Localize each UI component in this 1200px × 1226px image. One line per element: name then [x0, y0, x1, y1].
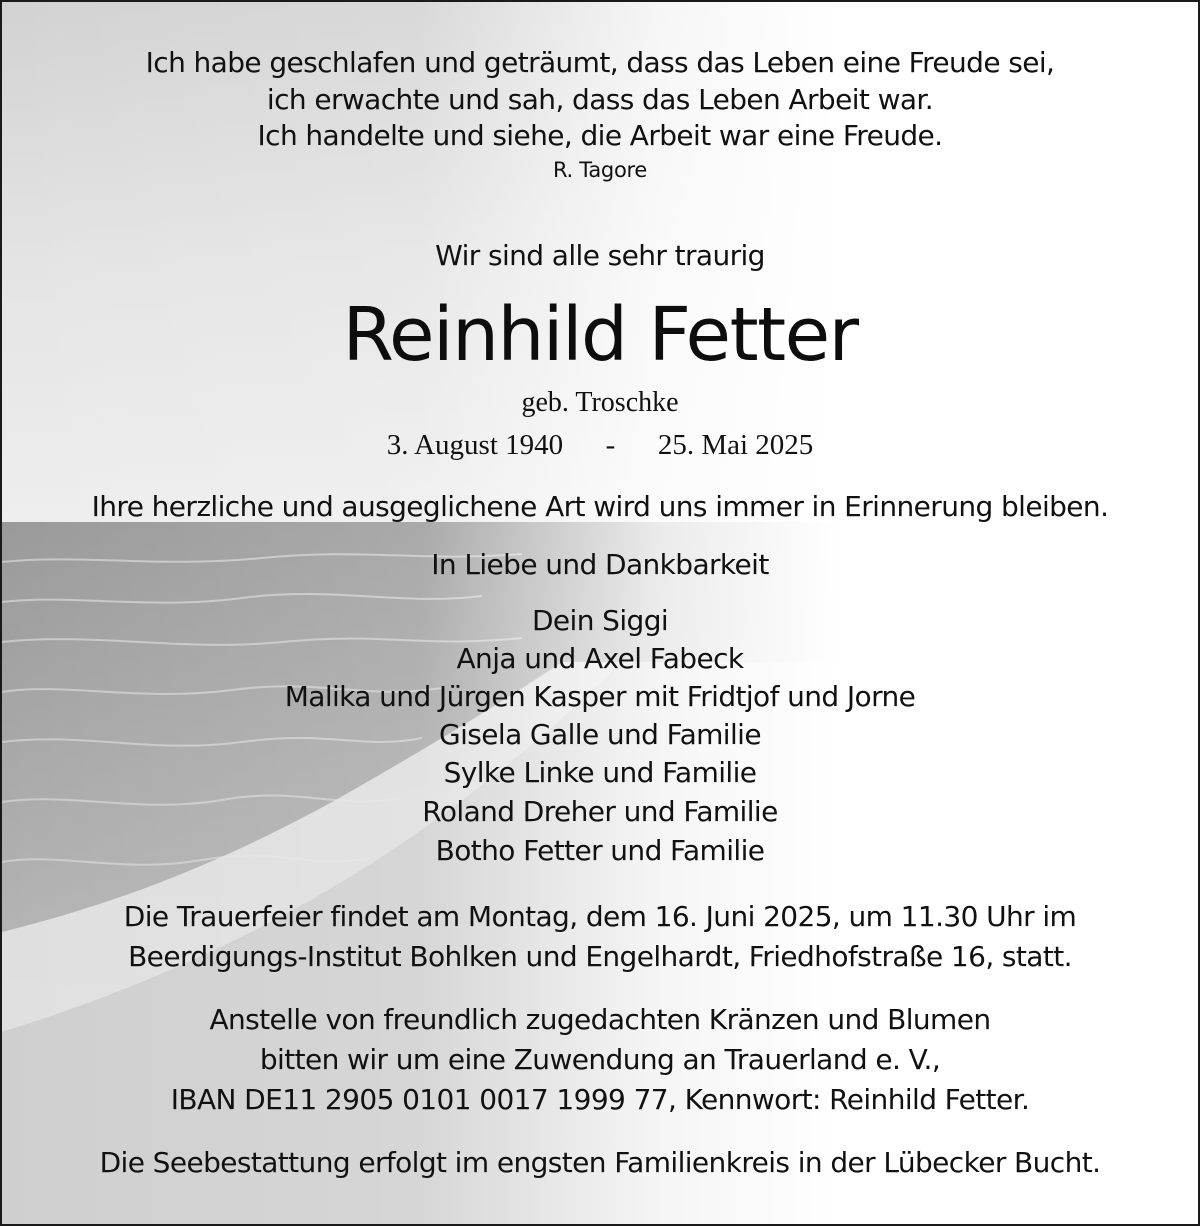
- mourner-name: Sylke Linke und Familie: [443, 756, 757, 789]
- mourner-name: Dein Siggi: [531, 604, 669, 637]
- date-separator: -: [605, 429, 616, 461]
- closing-line: In Liebe und Dankbarkeit: [431, 548, 769, 581]
- mourner-name: Gisela Galle und Familie: [439, 718, 761, 751]
- quote-author: R. Tagore: [553, 158, 647, 182]
- life-dates: [2, 429, 1198, 462]
- funeral-info-line: Beerdigungs-Institut Bohlken und Engelhardt, Friedhofstraße 16, statt.: [128, 940, 1072, 973]
- donation-line: Anstelle von freundlich zugedachten Kränzen und Blumen: [209, 1003, 991, 1036]
- birth-date: 3. August 1940: [386, 429, 564, 461]
- tribute-line: Ihre herzliche und ausgeglichene Art wird uns immer in Erinnerung bleiben.: [91, 490, 1109, 523]
- birth-name: geb. Troschke: [521, 387, 679, 418]
- funeral-info-line: Die Trauerfeier findet am Montag, dem 16. Juni 2025, um 11.30 Uhr im: [123, 900, 1077, 933]
- mourner-name: Anja und Axel Fabeck: [456, 642, 744, 675]
- mourner-name: Roland Dreher und Familie: [422, 795, 778, 828]
- quote-line: Ich handelte und siehe, die Arbeit war eine Freude.: [257, 119, 943, 152]
- burial-line: Die Seebestattung erfolgt im engsten Familienkreis in der Lübecker Bucht.: [99, 1146, 1101, 1179]
- deceased-name: Reinhild Fetter: [342, 292, 858, 378]
- quote-line: ich erwachte und sah, dass das Leben Arbeit war.: [266, 83, 934, 116]
- mourner-name: Malika und Jürgen Kasper mit Fridtjof und Jorne: [284, 680, 916, 713]
- death-date: 25. Mai 2025: [657, 429, 814, 461]
- intro-line: Wir sind alle sehr traurig: [435, 239, 765, 272]
- notice-content: [2, 2, 1198, 1224]
- donation-line: IBAN DE11 2905 0101 0017 1999 77, Kennwort: Reinhild Fetter.: [170, 1083, 1030, 1116]
- donation-line: bitten wir um eine Zuwendung an Trauerland e. V.,: [259, 1043, 941, 1076]
- mourner-name: Botho Fetter und Familie: [435, 834, 765, 867]
- quote-line: Ich habe geschlafen und geträumt, dass das Leben eine Freude sei,: [145, 46, 1055, 79]
